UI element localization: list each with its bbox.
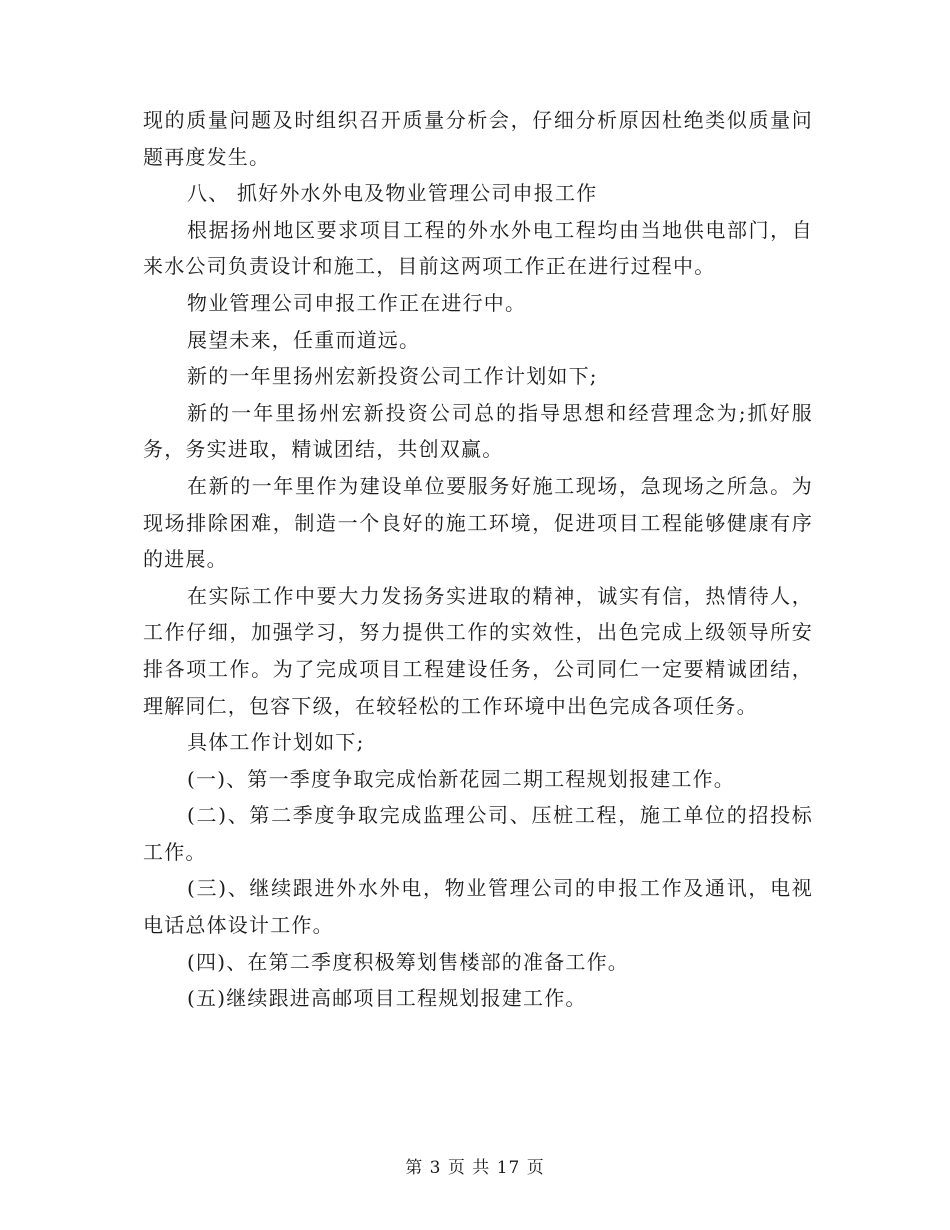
page-footer: 第 3 页 共 17 页 (405, 1158, 545, 1178)
plan-item-1: (一)、第一季度争取完成怡新花园二期工程规划报建工作。 (187, 766, 736, 791)
paragraph-1: 现的质量问题及时组织召开质量分析会，仔细分析原因杜绝类似质量问题再度发生。 (143, 108, 813, 169)
paragraph-7: 新的一年里扬州宏新投资公司总的指导思想和经营理念为;抓好服务，务实进取，精诚团结，共创双赢。 (143, 400, 813, 462)
plan-item-3: (三)、继续跟进外水外电，物业管理公司的申报工作及通讯，电视电话总体设计工作。 (143, 876, 813, 938)
plan-item-5: (五)继续跟进高邮项目工程规划报建工作。 (187, 986, 587, 1011)
paragraph-5: 展望未来，任重而道远。 (187, 327, 421, 352)
paragraph-3: 根据扬州地区要求项目工程的外水外电工程均由当地供电部门，自来水公司负责设计和施工，目前这两项工作正在进行过程中。 (143, 217, 813, 279)
paragraph-4: 物业管理公司申报工作正在进行中。 (187, 290, 527, 315)
paragraph-8: 在新的一年里作为建设单位要服务好施工现场，急现场之所急。为现场排除困难，制造一个良好的施工环境，促进项目工程能够健康有序的进展。 (143, 473, 813, 572)
plan-item-4: (四)、在第二季度积极筹划售楼部的准备工作。 (187, 949, 630, 974)
paragraph-9: 在实际工作中要大力发扬务实进取的精神，诚实有信，热情待人，工作仔细，加强学习，努力提供工作的实效性，出色完成上级领导所安排各项工作。为了完成项目工程建设任务，公司同仁一定要精诚团结，理解同仁，包容下级，在较轻松的工作环境中出色完成各项任务。 (143, 583, 813, 718)
plan-item-2: (二)、第二季度争取完成监理公司、压桩工程，施工单位的招投标工作。 (143, 803, 813, 864)
section-heading-8: 八、 抓好外水外电及物业管理公司申报工作 (187, 181, 598, 206)
paragraph-6: 新的一年里扬州宏新投资公司工作计划如下; (187, 364, 598, 389)
paragraph-10: 具体工作计划如下; (187, 730, 365, 755)
document-body (143, 102, 813, 1017)
